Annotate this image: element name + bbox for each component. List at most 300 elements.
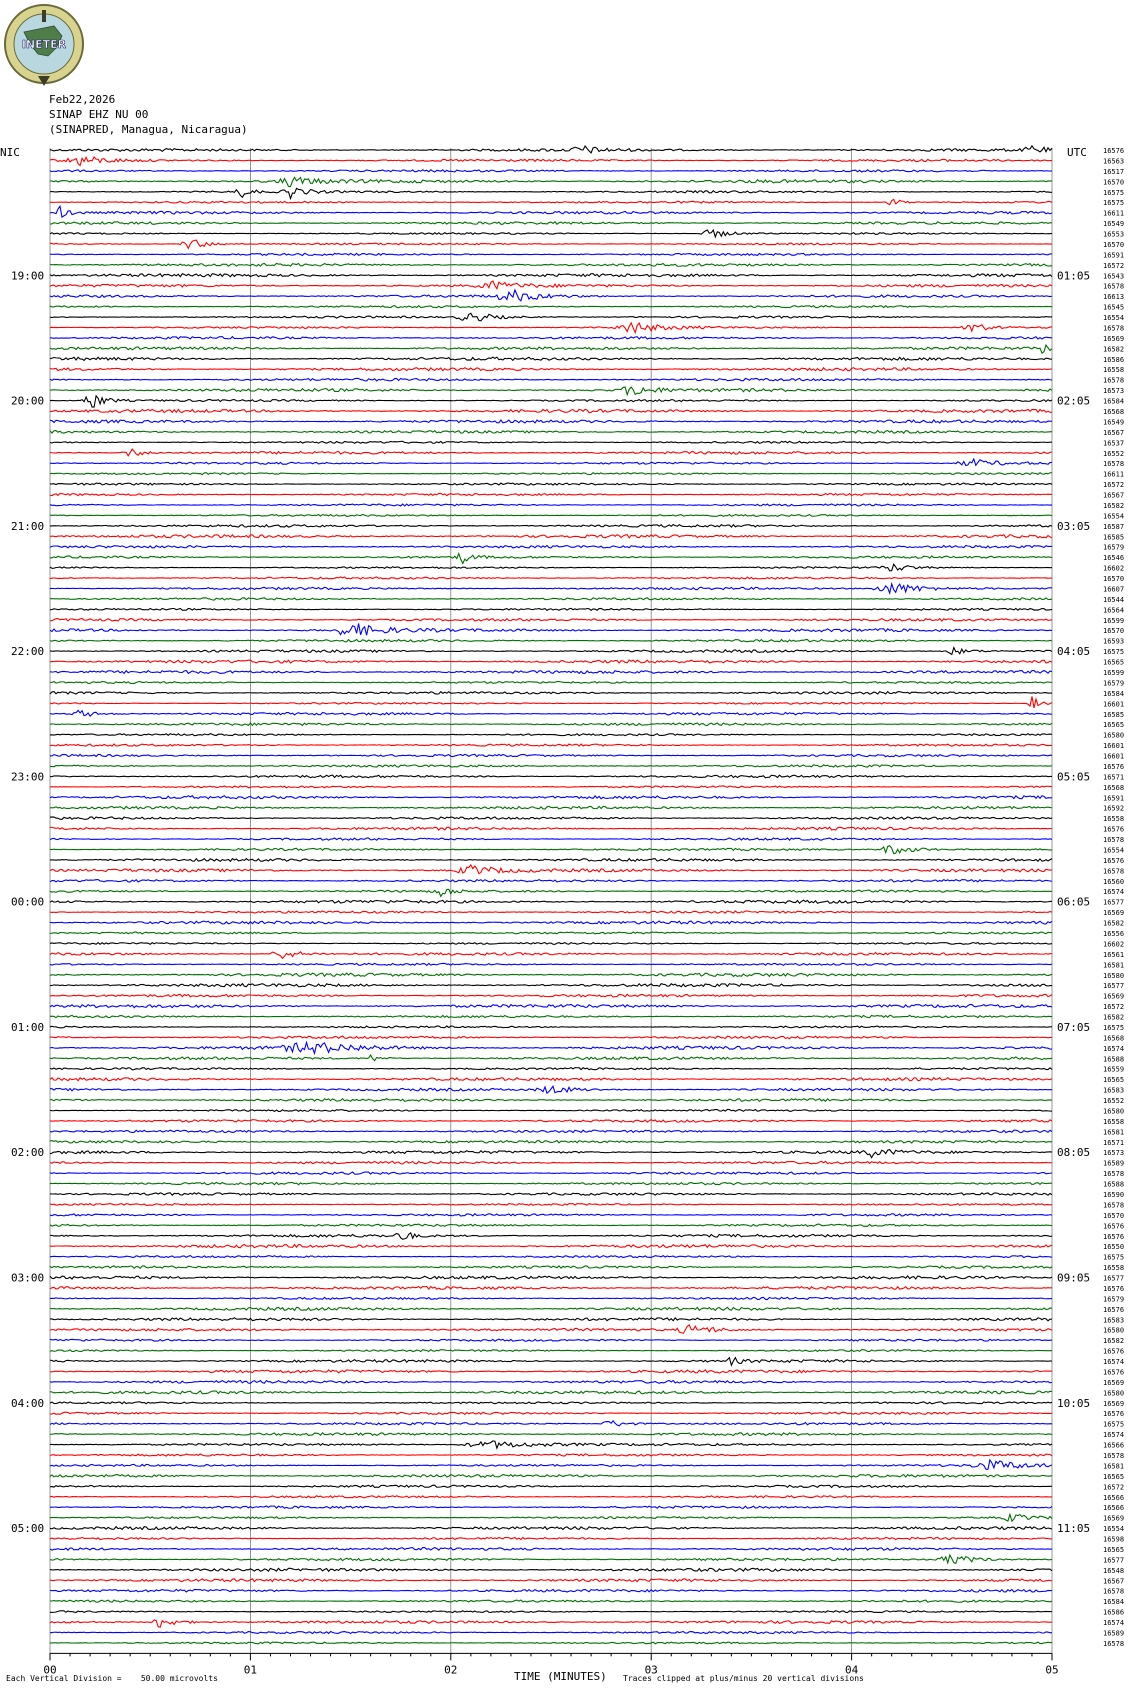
trace-count: 16581 [1103,1462,1125,1471]
trace-count: 16569 [1103,1514,1125,1523]
trace-77 [50,952,1052,959]
trace-count: 16569 [1103,334,1125,343]
trace-count: 16570 [1103,178,1125,187]
trace-9 [50,240,1052,248]
nic-time-label: 21:00 [11,519,45,533]
trace-count: 16549 [1103,418,1125,427]
x-tick-label: 05 [1045,1663,1059,1677]
trace-count: 16582 [1103,919,1125,928]
trace-count: 16583 [1103,1086,1125,1095]
trace-8 [50,230,1052,237]
trace-count: 16602 [1103,940,1125,949]
trace-count: 16575 [1103,199,1125,208]
trace-count: 16544 [1103,595,1125,604]
trace-count: 16570 [1103,1211,1125,1220]
trace-85 [50,1036,1052,1039]
trace-120 [50,1402,1052,1404]
trace-86 [50,1042,1052,1053]
trace-118 [50,1380,1052,1383]
trace-count: 16578 [1103,867,1125,876]
minute-gridlines [50,148,1052,1653]
trace-69 [50,865,1052,874]
trace-95 [50,1141,1052,1143]
utc-time-label: 06:05 [1057,895,1091,909]
nic-time-label: 01:00 [11,1020,45,1034]
trace-count: 16585 [1103,710,1125,719]
trace-20 [50,357,1052,360]
trace-count: 16593 [1103,637,1125,646]
trace-count: 16567 [1103,491,1125,500]
trace-count: 16576 [1103,1347,1125,1356]
trace-96 [50,1150,1052,1158]
trace-103 [50,1224,1052,1226]
trace-count: 16591 [1103,794,1125,803]
trace-115 [50,1350,1052,1352]
trace-count: 16598 [1103,1535,1125,1544]
trace-129 [50,1496,1052,1498]
trace-106 [50,1256,1052,1258]
trace-40 [50,564,1052,571]
trace-25 [50,409,1052,412]
trace-count: 16580 [1103,971,1125,980]
trace-count: 16565 [1103,1545,1125,1554]
trace-100 [50,1193,1052,1195]
trace-112 [50,1318,1052,1321]
trace-count: 16578 [1103,1639,1125,1648]
trace-count: 16578 [1103,1170,1125,1179]
trace-count: 16554 [1103,314,1125,323]
trace-count: 16572 [1103,1483,1125,1492]
nic-time-label: 04:00 [11,1396,45,1410]
logo-text: INETER [21,38,67,51]
trace-count: 16576 [1103,762,1125,771]
trace-count: 16558 [1103,1264,1125,1273]
trace-119 [50,1391,1052,1394]
x-tick-label: 02 [444,1663,458,1677]
trace-count: 16584 [1103,1598,1125,1607]
trace-count: 16537 [1103,439,1125,448]
trace-126 [50,1460,1052,1469]
trace-28 [50,441,1052,443]
trace-10 [50,253,1052,255]
trace-130 [50,1506,1052,1508]
trace-count: 16572 [1103,481,1125,490]
trace-count: 16568 [1103,408,1125,416]
trace-19 [50,345,1052,353]
trace-count: 16580 [1103,1326,1125,1335]
trace-143 [50,1642,1052,1644]
trace-109 [50,1286,1052,1289]
trace-count: 16569 [1103,1378,1125,1387]
trace-44 [50,608,1052,610]
trace-14 [50,290,1052,301]
x-axis-title: TIME (MINUTES) [514,1670,607,1683]
trace-count: 16577 [1103,898,1125,907]
trace-count: 16586 [1103,355,1125,364]
trace-count: 16578 [1103,376,1125,385]
trace-count: 16578 [1103,282,1125,291]
trace-count: 16570 [1103,627,1125,636]
trace-count: 16565 [1103,1076,1125,1085]
trace-111 [50,1307,1052,1310]
trace-count: 16581 [1103,961,1125,970]
trace-count: 16579 [1103,543,1125,552]
trace-count: 16580 [1103,1389,1125,1398]
trace-127 [50,1475,1052,1478]
trace-count: 16571 [1103,1138,1125,1147]
trace-count: 16584 [1103,689,1125,698]
trace-count: 16575 [1103,1253,1125,1262]
trace-count: 16576 [1103,856,1125,865]
trace-37 [50,535,1052,538]
trace-117 [50,1370,1052,1373]
trace-count: 16578 [1103,324,1125,333]
trace-count: 16550 [1103,1243,1125,1252]
trace-count: 16582 [1103,345,1125,354]
trace-99 [50,1182,1052,1184]
trace-94 [50,1130,1052,1132]
nic-time-labels [11,269,44,1535]
trace-count: 16611 [1103,470,1125,479]
trace-count: 16576 [1103,1410,1125,1419]
trace-97 [50,1161,1052,1164]
trace-98 [50,1172,1052,1174]
trace-125 [50,1454,1052,1456]
x-tick-label: 01 [243,1663,258,1677]
trace-64 [50,817,1052,819]
trace-30 [50,459,1052,465]
trace-137 [50,1579,1052,1582]
trace-count: 16576 [1103,1284,1125,1293]
trace-101 [50,1204,1052,1206]
trace-count: 16589 [1103,1629,1125,1638]
utc-time-label: 09:05 [1057,1271,1091,1285]
trace-count: 16573 [1103,387,1125,396]
utc-time-label: 01:05 [1057,269,1091,283]
trace-87 [50,1055,1052,1061]
trace-count: 16567 [1103,428,1125,437]
date-label: Feb22,2026 [49,93,116,106]
trace-23 [50,387,1052,395]
trace-92 [50,1109,1052,1111]
trace-52 [50,692,1052,694]
utc-time-label: 11:05 [1057,1522,1091,1536]
trace-43 [50,598,1052,600]
trace-110 [50,1297,1052,1299]
nic-time-label: 19:00 [11,269,45,283]
trace-73 [50,911,1052,913]
trace-56 [50,734,1052,736]
trace-count: 16558 [1103,1117,1125,1126]
utc-time-label: 10:05 [1057,1396,1091,1410]
trace-count: 16613 [1103,293,1125,302]
trace-114 [50,1339,1052,1341]
trace-13 [50,281,1052,289]
trace-count: 16576 [1103,1222,1125,1231]
trace-count: 16575 [1103,188,1125,197]
network-label: (SINAPRED, Managua, Nicaragua) [49,123,248,136]
trace-83 [50,1015,1052,1017]
trace-1 [50,157,1052,166]
trace-count-labels [1103,147,1124,1648]
trace-136 [50,1568,1052,1571]
trace-count: 16583 [1103,1316,1125,1325]
utc-time-label: 07:05 [1057,1020,1091,1034]
trace-17 [50,323,1052,333]
trace-count: 16560 [1103,877,1125,886]
trace-count: 16577 [1103,982,1125,991]
trace-count: 16601 [1103,752,1125,761]
trace-16 [50,313,1052,320]
nic-time-label: 03:00 [11,1271,45,1285]
trace-104 [50,1233,1052,1239]
utc-time-labels [1057,269,1090,1535]
trace-count: 16563 [1103,157,1125,166]
trace-count: 16517 [1103,167,1125,176]
trace-105 [50,1245,1052,1248]
trace-count: 16578 [1103,1201,1125,1210]
trace-count: 16577 [1103,1556,1125,1565]
trace-count: 16574 [1103,1619,1125,1628]
trace-count: 16582 [1103,1337,1125,1346]
trace-count: 16578 [1103,1452,1125,1460]
trace-48 [50,648,1052,655]
trace-count: 16578 [1103,836,1125,845]
trace-38 [50,545,1052,547]
trace-count: 16574 [1103,888,1125,897]
trace-123 [50,1433,1052,1436]
trace-67 [50,846,1052,854]
station-label: SINAP EHZ NU 00 [49,108,149,121]
trace-133 [50,1537,1052,1539]
trace-count: 16565 [1103,721,1125,730]
trace-138 [50,1589,1052,1592]
trace-count: 16579 [1103,1295,1125,1304]
trace-count: 16588 [1103,1180,1125,1189]
trace-116 [50,1358,1052,1366]
local-zone-label: NIC [0,146,20,159]
trace-count: 16569 [1103,1399,1125,1408]
trace-count: 16565 [1103,1472,1125,1481]
trace-count: 16580 [1103,1107,1125,1116]
trace-count: 16584 [1103,397,1125,406]
trace-count: 16564 [1103,606,1125,615]
trace-132 [50,1527,1052,1530]
trace-12 [50,274,1052,277]
trace-count: 16611 [1103,209,1125,218]
utc-time-label: 08:05 [1057,1146,1091,1160]
x-tick-label: 00 [43,1663,57,1677]
utc-zone-label: UTC [1067,146,1087,159]
trace-74 [50,921,1052,924]
trace-count: 16566 [1103,1441,1125,1450]
trace-count: 16578 [1103,460,1125,469]
trace-count: 16576 [1103,1368,1125,1377]
trace-88 [50,1068,1052,1070]
trace-count: 16566 [1103,1504,1125,1513]
scale-note: Each Vertical Division = 50.00 microvolts [6,1674,218,1683]
trace-34 [50,504,1052,506]
trace-count: 16585 [1103,533,1125,542]
trace-139 [50,1600,1052,1602]
trace-count: 16572 [1103,1003,1125,1012]
trace-count: 16582 [1103,1013,1125,1022]
trace-45 [50,619,1052,622]
trace-count: 16556 [1103,930,1125,938]
trace-71 [50,889,1052,896]
trace-21 [50,368,1052,371]
trace-68 [50,859,1052,862]
trace-count: 16546 [1103,554,1125,563]
trace-11 [50,263,1052,266]
trace-107 [50,1266,1052,1268]
trace-102 [50,1214,1052,1216]
trace-count: 16545 [1103,303,1125,312]
trace-18 [50,337,1052,340]
trace-count: 16576 [1103,1232,1125,1241]
trace-22 [50,378,1052,381]
trace-count: 16558 [1103,815,1125,824]
trace-66 [50,838,1052,840]
trace-128 [50,1485,1052,1487]
trace-count: 16599 [1103,616,1125,625]
trace-78 [50,963,1052,965]
trace-134 [50,1548,1052,1551]
trace-count: 16589 [1103,1159,1125,1168]
trace-count: 16578 [1103,1587,1125,1596]
trace-count: 16582 [1103,501,1125,510]
trace-55 [50,723,1052,726]
trace-count: 16543 [1103,272,1125,281]
trace-count: 16572 [1103,261,1125,270]
nic-time-label: 20:00 [11,394,45,408]
trace-142 [50,1631,1052,1633]
trace-count: 16565 [1103,658,1125,667]
trace-42 [50,584,1052,593]
trace-count: 16558 [1103,366,1125,375]
trace-113 [50,1325,1052,1333]
trace-count: 16602 [1103,564,1125,573]
trace-count: 16569 [1103,909,1125,918]
trace-count: 16568 [1103,783,1125,792]
trace-15 [50,306,1052,308]
trace-135 [50,1555,1052,1563]
trace-124 [50,1441,1052,1448]
trace-36 [50,525,1052,528]
trace-count: 16592 [1103,804,1125,813]
trace-76 [50,943,1052,945]
trace-90 [50,1086,1052,1093]
trace-80 [50,984,1052,987]
trace-count: 16574 [1103,1431,1125,1440]
utc-time-label: 03:05 [1057,519,1091,533]
trace-61 [50,786,1052,788]
trace-count: 16575 [1103,648,1125,657]
trace-count: 16573 [1103,1149,1125,1158]
trace-count: 16577 [1103,1274,1125,1283]
trace-50 [50,671,1052,674]
trace-82 [50,1004,1052,1007]
nic-time-label: 05:00 [11,1522,45,1536]
trace-count: 16570 [1103,575,1125,584]
trace-count: 16576 [1103,1305,1125,1314]
trace-75 [50,932,1052,934]
trace-27 [50,431,1052,434]
trace-count: 16601 [1103,700,1125,709]
trace-60 [50,775,1052,778]
trace-26 [50,420,1052,423]
trace-count: 16571 [1103,773,1125,782]
trace-count: 16590 [1103,1191,1125,1199]
trace-count: 16591 [1103,251,1125,260]
trace-140 [50,1611,1052,1613]
nic-time-label: 22:00 [11,645,45,659]
trace-7 [50,222,1052,224]
trace-count: 16554 [1103,512,1125,521]
trace-count: 16579 [1103,679,1125,688]
trace-72 [50,900,1052,903]
trace-count: 16580 [1103,731,1125,740]
trace-count: 16561 [1103,950,1125,959]
trace-81 [50,994,1052,997]
trace-count: 16549 [1103,220,1125,229]
trace-108 [50,1276,1052,1279]
trace-count: 16575 [1103,1023,1125,1032]
trace-count: 16576 [1103,825,1125,834]
trace-count: 16575 [1103,1420,1125,1429]
trace-count: 16567 [1103,1577,1125,1586]
trace-count: 16553 [1103,230,1125,239]
trace-33 [50,493,1052,495]
trace-62 [50,796,1052,799]
trace-count: 16576 [1103,147,1125,155]
seismic-traces [50,146,1052,1644]
trace-89 [50,1078,1052,1081]
trace-count: 16548 [1103,1566,1125,1575]
trace-79 [50,973,1052,976]
trace-91 [50,1099,1052,1102]
trace-121 [50,1412,1052,1414]
trace-63 [50,806,1052,809]
trace-count: 16599 [1103,669,1125,677]
trace-3 [50,177,1052,186]
trace-35 [50,514,1052,516]
trace-141 [50,1620,1052,1627]
x-tick-label: 04 [844,1663,859,1677]
trace-39 [50,554,1052,564]
trace-29 [50,449,1052,456]
trace-59 [50,765,1052,767]
trace-0 [50,146,1052,153]
utc-time-label: 02:05 [1057,394,1091,408]
nic-time-label: 00:00 [11,895,45,909]
trace-53 [50,697,1052,708]
trace-122 [50,1421,1052,1426]
trace-count: 16601 [1103,742,1125,751]
trace-93 [50,1120,1052,1123]
trace-count: 16568 [1103,1034,1125,1043]
trace-count: 16559 [1103,1065,1125,1074]
trace-51 [50,681,1052,683]
trace-2 [50,170,1052,172]
trace-6 [50,206,1052,217]
trace-47 [50,639,1052,641]
nic-time-label: 23:00 [11,770,45,784]
trace-57 [50,744,1052,746]
trace-41 [50,577,1052,579]
trace-count: 16566 [1103,1493,1125,1502]
trace-49 [50,660,1052,663]
